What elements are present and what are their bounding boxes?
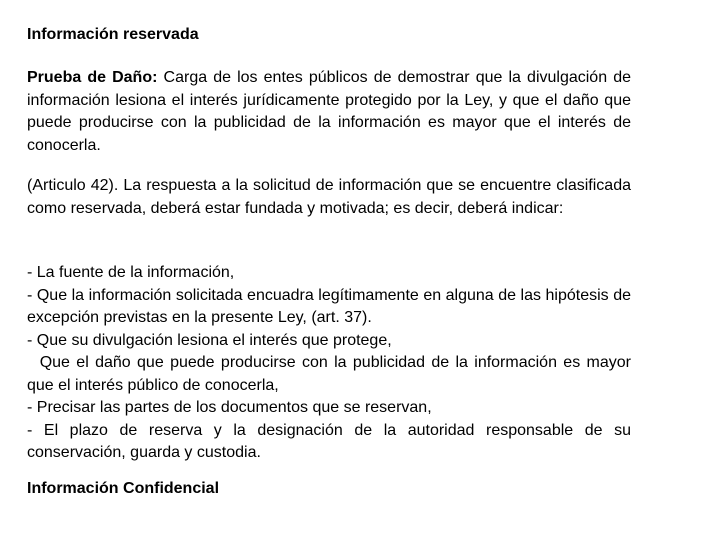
requirements-list — [27, 262, 636, 465]
heading-informacion-reservada: Información reservada — [27, 26, 199, 43]
list-item: - El plazo de reserva y la designación de la autoridad responsable de su conservación, guarda y custodia. — [27, 421, 631, 461]
list-item: - Que la información solicitada encuadra legítimamente en alguna de las hipótesis de excepción previstas en la presente Ley, (art. 37). — [27, 286, 631, 326]
list-item: - Precisar las partes de los documentos que se reservan, — [27, 399, 432, 416]
prueba-de-dano-term: Prueba de Daño: — [27, 69, 158, 86]
prueba-de-dano-paragraph — [27, 67, 631, 157]
heading-informacion-confidencial: Información Confidencial — [27, 480, 220, 497]
list-item: - Que su divulgación lesiona el interés que protege, — [27, 331, 392, 349]
articulo-42-paragraph: (Articulo 42). La respuesta a la solicitud de información que se encuentre clasificada como reservada, deberá estar fundada y motivada; es decir, deberá indicar: — [27, 177, 631, 217]
list-item: Que el daño que puede producirse con la publicidad de la información es mayor que el interés público de conocerla, — [27, 354, 636, 394]
prueba-de-dano-text: Carga de los entes públicos de demostrar que la divulgación de información lesiona el interés jurídicamente protegido por la Ley, y que el daño que puede producirse con la publicidad de la información es mayor que el interés de conocerla. — [27, 69, 631, 154]
list-item: - La fuente de la información, — [27, 264, 235, 281]
document-slide — [27, 0, 636, 540]
